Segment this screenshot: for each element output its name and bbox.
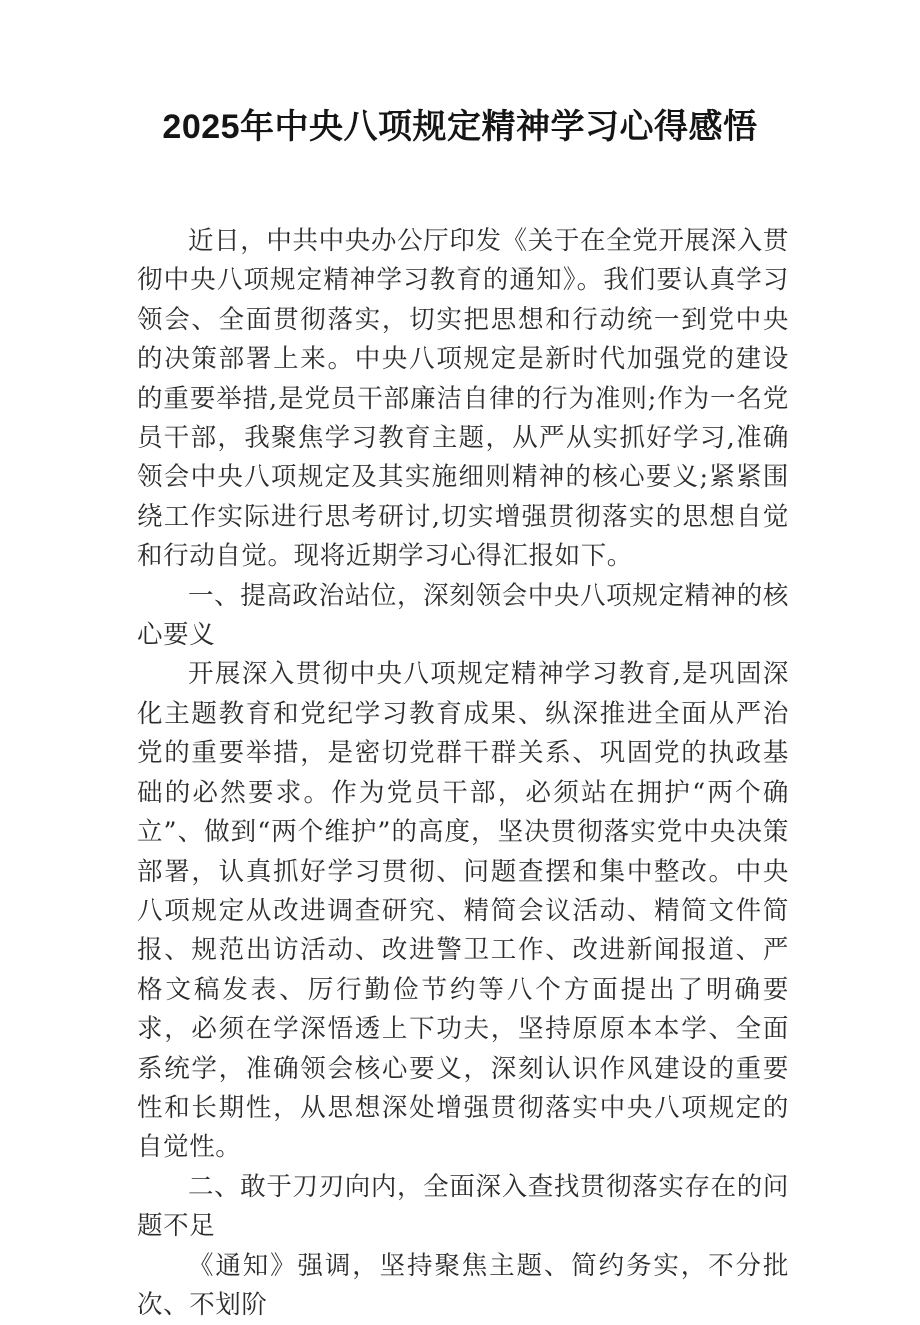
section-heading-two: 二、敢于刀刃向内，全面深入查找贯彻落实存在的问题不足 — [137, 1171, 789, 1242]
document-body — [137, 222, 789, 1325]
section-heading-one: 一、提高政治站位，深刻领会中央八项规定精神的核心要义 — [137, 580, 789, 651]
section-one-body: 开展深入贯彻中央八项规定精神学习教育,是巩固深化主题教育和党纪学习教育成果、纵深推进全面从严治党的重要举措，是密切党群干群关系、巩固党的执政基础的必然要求。作为党员干部，必须站在拥护“两个确立”、做到“两个维护”的高度，坚决贯彻落实党中央决策部署，认真抓好学习贯彻、问题查摆和集中整改。中央八项规定从改进调查研究、精简会议活动、精简文件简报、规范出访活动、改进警卫工作、改进新闻报道、严格文稿发表、厉行勤俭节约等八个方面提出了明确要求，必须在学深悟透上下功夫，坚持原原本本学、全面系统学，准确领会核心要义，深刻认识作风建设的重要性和长期性，从思想深处增强贯彻落实中央八项规定的自觉性。 — [137, 659, 789, 1163]
page-title: 2025年中央八项规定精神学习心得感悟 — [162, 108, 758, 146]
intro-paragraph: 近日，中共中央办公厅印发《关于在全党开展深入贯彻中央八项规定精神学习教育的通知》。我们要认真学习领会、全面贯彻落实，切实把思想和行动统一到党中央的决策部署上来。中央八项规定是新时代加强党的建设的重要举措,是党员干部廉洁自律的行为准则;作为一名党员干部，我聚焦学习教育主题，从严从实抓好学习,准确领会中央八项规定及其实施细则精神的核心要义;紧紧围绕工作实际进行思考研讨,切实增强贯彻落实的思想自觉和行动自觉。现将近期学习心得汇报如下。 — [137, 226, 789, 572]
section-two-body: 《通知》强调，坚持聚焦主题、简约务实，不分批次、不划阶 — [137, 1250, 789, 1320]
